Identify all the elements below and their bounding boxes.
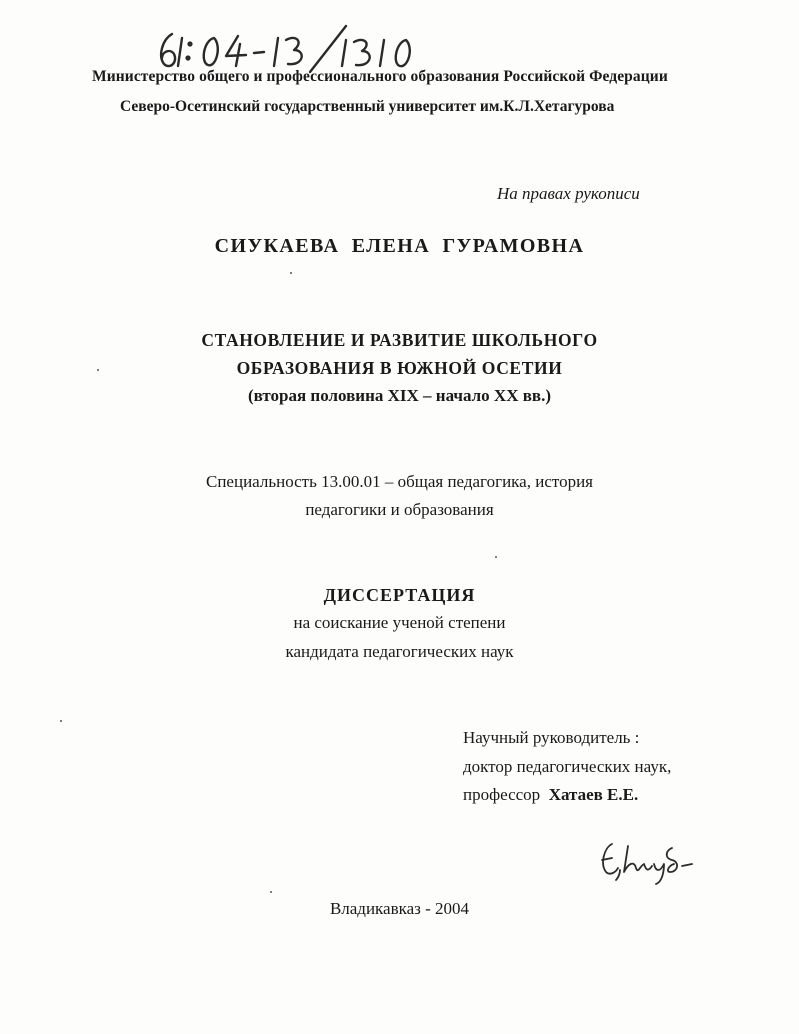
supervisor-title <box>463 785 638 805</box>
specialty-line-2: педагогики и образования <box>305 500 494 519</box>
dissertation-period: (вторая половина XIX – начало XX вв.) <box>247 386 552 405</box>
handwritten-registration-code <box>150 22 440 74</box>
scan-speck <box>495 556 497 558</box>
manuscript-rights-note: На правах рукописи <box>497 184 640 203</box>
ministry-name: Министерство общего и профессионального образования Российской Федерации <box>92 68 668 85</box>
supervisor-name: Хатаев Е.Е. <box>548 785 639 804</box>
scan-speck <box>290 272 292 274</box>
scan-speck <box>97 369 99 371</box>
dissertation-label: ДИССЕРТАЦИЯ <box>323 585 476 605</box>
supervisor-label: Научный руководитель : <box>463 728 640 747</box>
supervisor-position: профессор <box>463 785 541 804</box>
degree-line-1: на соискание ученой степени <box>293 613 506 632</box>
degree-line-2: кандидата педагогических наук <box>285 642 514 661</box>
scan-speck <box>60 720 62 722</box>
university-name: Северо-Осетинский государственный университет им.К.Л.Хетагурова <box>120 98 615 115</box>
dissertation-title-line-1: СТАНОВЛЕНИЕ И РАЗВИТИЕ ШКОЛЬНОГО <box>201 330 598 350</box>
city-and-year: Владикавказ - 2004 <box>329 899 470 918</box>
specialty-line-1: Специальность 13.00.01 – общая педагогика, история <box>205 472 593 491</box>
supervisor-signature <box>598 838 703 886</box>
dissertation-title-line-2: ОБРАЗОВАНИЯ В ЮЖНОЙ ОСЕТИИ <box>236 358 563 378</box>
author-name: СИУКАЕВА ЕЛЕНА ГУРАМОВНА <box>214 235 585 257</box>
scan-speck <box>270 891 272 893</box>
supervisor-degree: доктор педагогических наук, <box>463 757 672 776</box>
